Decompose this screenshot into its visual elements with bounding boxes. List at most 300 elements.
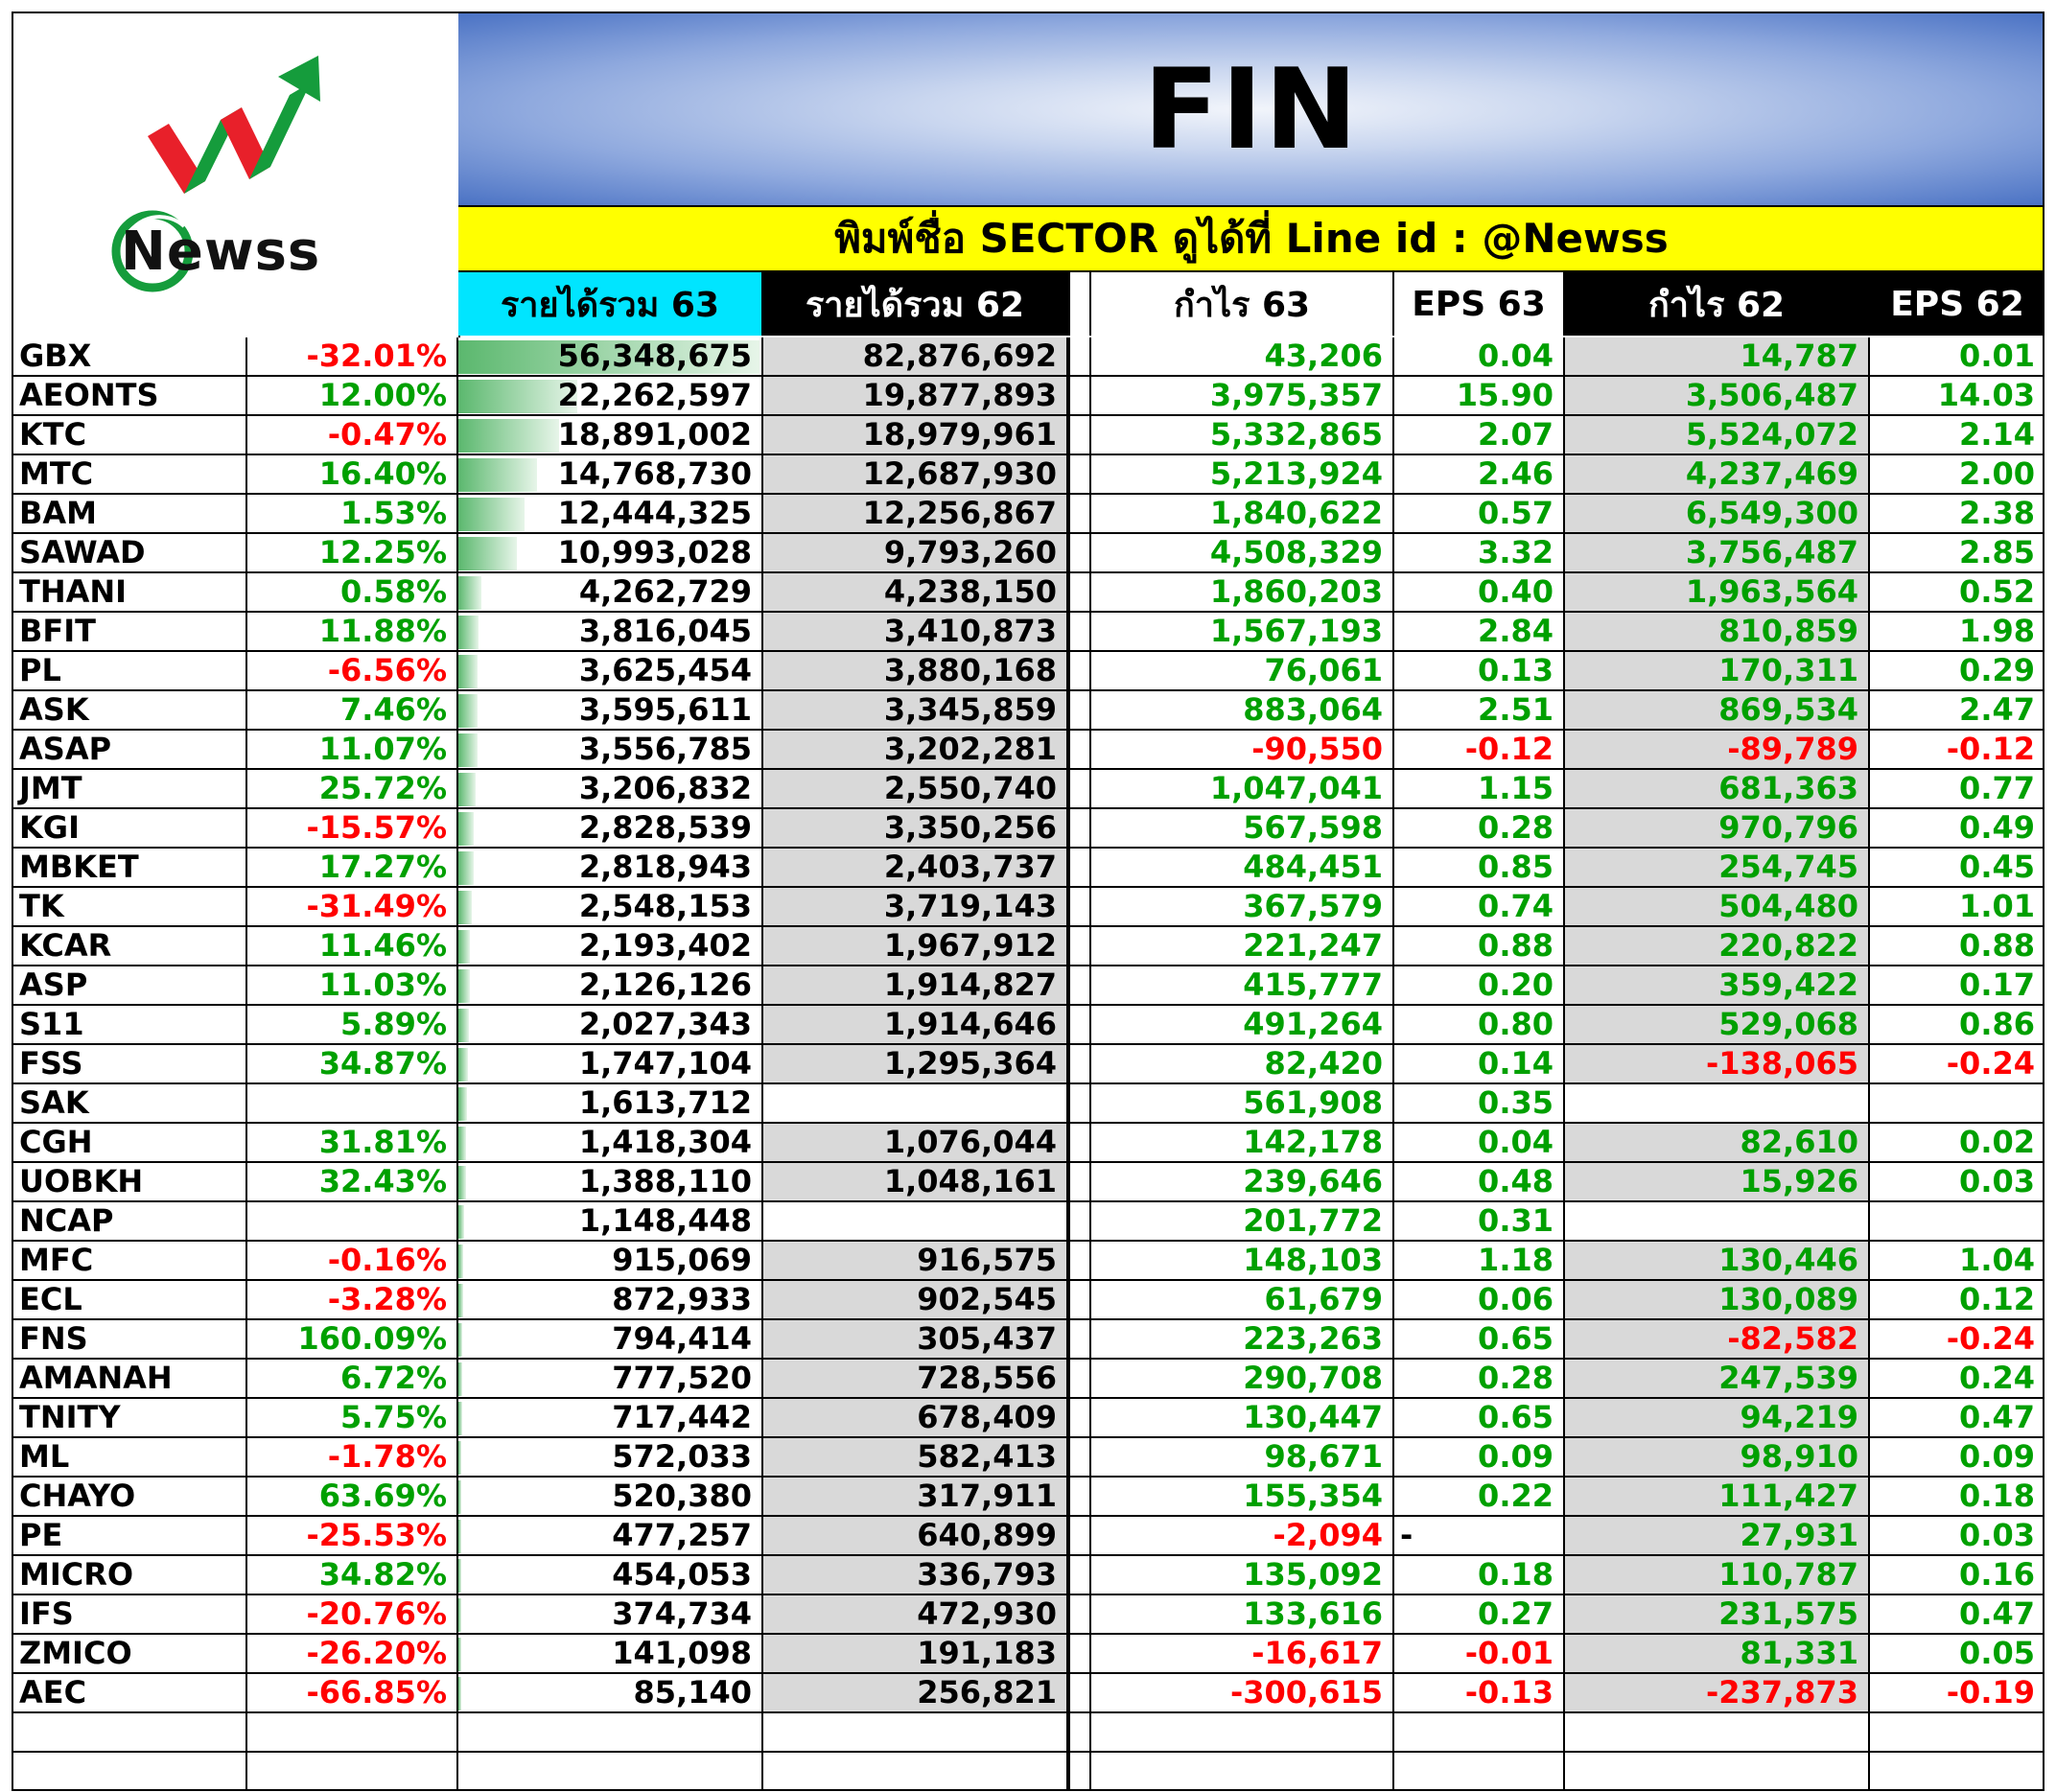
- eps63-cell-value: 0.48: [1478, 1163, 1554, 1199]
- symbol-cell: [13, 927, 247, 966]
- rev63-cell-value: 1,418,304: [578, 1124, 752, 1160]
- profit62-cell-value: 130,446: [1718, 1242, 1858, 1278]
- profit62-cell: [1565, 495, 1870, 534]
- eps63-cell-value: 0.65: [1478, 1320, 1554, 1357]
- revenue-bar: [458, 1284, 463, 1317]
- profit63-cell-value: 491,264: [1243, 1006, 1383, 1042]
- profit62-cell-value: 220,822: [1718, 927, 1858, 964]
- rev62-cell: [763, 1713, 1068, 1753]
- eps63-cell: [1394, 534, 1565, 573]
- profit63-cell-value: 142,178: [1243, 1124, 1383, 1160]
- change-cell-value: 11.88%: [318, 613, 447, 649]
- eps62-cell: [1870, 849, 2044, 888]
- spreadsheet: [12, 12, 2044, 1791]
- profit62-cell: [1565, 1242, 1870, 1281]
- symbol-cell: [13, 1360, 247, 1399]
- spacer-cell: [1068, 1084, 1091, 1124]
- change-cell-value: 31.81%: [318, 1124, 447, 1160]
- profit62-cell-value: 111,427: [1718, 1478, 1858, 1514]
- eps62-cell: [1870, 613, 2044, 652]
- change-cell: [247, 1084, 458, 1124]
- change-cell: [247, 495, 458, 534]
- revenue-bar: [458, 1677, 461, 1711]
- eps62-cell: [1870, 1242, 2044, 1281]
- table-row: [13, 809, 2044, 849]
- symbol-cell-value: JMT: [19, 770, 82, 806]
- symbol-cell: [13, 1556, 247, 1595]
- rev62-cell-value: 728,556: [917, 1360, 1057, 1396]
- change-cell-value: 11.03%: [318, 966, 447, 1003]
- change-cell-value: -25.53%: [306, 1517, 447, 1553]
- eps63-cell-value: 0.14: [1478, 1045, 1554, 1082]
- profit63-cell: [1091, 1753, 1394, 1791]
- sector-title-banner: [458, 13, 2044, 207]
- eps63-cell-value: 0.28: [1478, 1360, 1554, 1396]
- table-row: [13, 1635, 2044, 1674]
- profit62-cell: [1565, 691, 1870, 731]
- table-row: [13, 455, 2044, 495]
- symbol-cell: [13, 573, 247, 613]
- spacer-cell: [1068, 1242, 1091, 1281]
- eps62-cell-value: 0.47: [1959, 1595, 2035, 1632]
- eps63-cell: [1394, 731, 1565, 770]
- symbol-cell-value: KGI: [19, 809, 80, 846]
- symbol-cell-value: ASAP: [19, 731, 112, 767]
- spacer-cell: [1068, 1517, 1091, 1556]
- rev63-cell-value: 3,595,611: [578, 691, 752, 728]
- rev63-cell: [458, 416, 763, 455]
- symbol-cell-value: SAK: [19, 1084, 89, 1121]
- profit62-cell-value: 130,089: [1718, 1281, 1858, 1317]
- rev62-cell: [763, 1595, 1068, 1635]
- symbol-cell-value: PE: [19, 1517, 63, 1553]
- profit63-cell: [1091, 1006, 1394, 1045]
- rev62-cell-value: 3,880,168: [883, 652, 1057, 688]
- change-cell-value: 160.09%: [297, 1320, 447, 1357]
- profit62-cell-value: 5,524,072: [1685, 416, 1858, 453]
- symbol-cell: [13, 337, 247, 377]
- table-row: [13, 1399, 2044, 1438]
- rev62-cell-value: 256,821: [917, 1674, 1057, 1711]
- symbol-cell-value: AMANAH: [19, 1360, 173, 1396]
- revenue-bar: [458, 498, 525, 531]
- profit63-cell-value: 4,508,329: [1209, 534, 1383, 570]
- profit63-cell: [1091, 770, 1394, 809]
- profit63-cell-value: 155,354: [1243, 1478, 1383, 1514]
- rev62-cell: [763, 1281, 1068, 1320]
- rev63-cell: [458, 1753, 763, 1791]
- profit62-cell-value: 681,363: [1718, 770, 1858, 806]
- eps62-cell: [1870, 966, 2044, 1006]
- profit63-cell-value: 1,860,203: [1209, 573, 1383, 610]
- rev63-cell-value: 22,262,597: [557, 377, 752, 413]
- eps62-cell-value: -0.12: [1946, 731, 2035, 767]
- symbol-cell: [13, 416, 247, 455]
- eps62-cell: [1870, 1084, 2044, 1124]
- revenue-bar: [458, 733, 478, 767]
- change-cell: [247, 1163, 458, 1202]
- profit62-cell: [1565, 1517, 1870, 1556]
- profit62-cell-value: 110,787: [1718, 1556, 1858, 1593]
- eps63-cell: [1394, 652, 1565, 691]
- rev63-cell-value: 2,193,402: [578, 927, 752, 964]
- eps63-cell-value: 2.51: [1478, 691, 1554, 728]
- eps62-cell: [1870, 1753, 2044, 1791]
- profit62-cell-value: 1,963,564: [1685, 573, 1858, 610]
- symbol-cell-value: AEONTS: [19, 377, 159, 413]
- table-row: [13, 1713, 2044, 1753]
- rev62-cell: [763, 691, 1068, 731]
- spacer-cell: [1068, 731, 1091, 770]
- symbol-cell-value: ZMICO: [19, 1635, 132, 1671]
- rev62-cell: [763, 573, 1068, 613]
- eps63-cell: [1394, 1006, 1565, 1045]
- symbol-cell: [13, 377, 247, 416]
- profit62-cell-value: 970,796: [1718, 809, 1858, 846]
- change-cell-value: 0.58%: [339, 573, 447, 610]
- profit63-cell: [1091, 888, 1394, 927]
- rev63-cell: [458, 849, 763, 888]
- change-cell-value: -20.76%: [306, 1595, 447, 1632]
- profit63-cell: [1091, 416, 1394, 455]
- table-row: [13, 1595, 2044, 1635]
- eps62-cell-value: 0.03: [1959, 1517, 2035, 1553]
- eps62-cell: [1870, 337, 2044, 377]
- change-cell: [247, 1320, 458, 1360]
- symbol-cell-value: ECL: [19, 1281, 82, 1317]
- rev62-cell-value: 3,410,873: [883, 613, 1057, 649]
- eps63-cell: [1394, 1753, 1565, 1791]
- profit63-cell: [1091, 1320, 1394, 1360]
- spacer-cell: [1068, 495, 1091, 534]
- profit62-cell-value: -138,065: [1705, 1045, 1858, 1082]
- change-cell: [247, 888, 458, 927]
- profit63-cell-value: -16,617: [1251, 1635, 1383, 1671]
- eps62-cell-value: -0.24: [1946, 1045, 2035, 1082]
- eps63-cell: [1394, 1674, 1565, 1713]
- profit62-cell: [1565, 1399, 1870, 1438]
- eps62-cell: [1870, 770, 2044, 809]
- rev63-cell: [458, 731, 763, 770]
- profit62-cell-value: 3,506,487: [1685, 377, 1858, 413]
- eps62-cell-value: 0.16: [1959, 1556, 2035, 1593]
- rev62-cell-value: 12,687,930: [862, 455, 1057, 492]
- profit62-cell: [1565, 1281, 1870, 1320]
- profit63-cell-value: 1,567,193: [1209, 613, 1383, 649]
- table-row: [13, 377, 2044, 416]
- rev62-cell-value: 1,967,912: [883, 927, 1057, 964]
- eps62-cell: [1870, 652, 2044, 691]
- rev62-cell: [763, 1438, 1068, 1478]
- profit62-cell: [1565, 337, 1870, 377]
- eps62-cell-value: 14.03: [1937, 377, 2035, 413]
- profit63-cell: [1091, 455, 1394, 495]
- profit63-cell-value: -90,550: [1251, 731, 1383, 767]
- eps62-cell: [1870, 1478, 2044, 1517]
- eps63-cell: [1394, 966, 1565, 1006]
- rev63-cell: [458, 1124, 763, 1163]
- rev62-cell: [763, 1360, 1068, 1399]
- rev63-cell: [458, 691, 763, 731]
- revenue-bar: [458, 1009, 469, 1042]
- symbol-cell: [13, 770, 247, 809]
- change-cell-value: 12.25%: [318, 534, 447, 570]
- table-row: [13, 1674, 2044, 1713]
- profit62-cell-value: 98,910: [1740, 1438, 1858, 1475]
- symbol-cell-value: S11: [19, 1006, 84, 1042]
- eps63-cell: [1394, 770, 1565, 809]
- spacer-cell: [1068, 1556, 1091, 1595]
- eps63-cell: [1394, 1202, 1565, 1242]
- symbol-cell: [13, 1006, 247, 1045]
- change-cell: [247, 849, 458, 888]
- symbol-cell: [13, 1674, 247, 1713]
- profit63-cell: [1091, 534, 1394, 573]
- symbol-cell-value: CGH: [19, 1124, 93, 1160]
- eps62-cell: [1870, 416, 2044, 455]
- header-eps62: EPS 62: [1870, 272, 2044, 336]
- profit63-cell: [1091, 1084, 1394, 1124]
- rev63-cell-value: 454,053: [612, 1556, 752, 1593]
- change-cell: [247, 1517, 458, 1556]
- eps63-cell-value: 0.27: [1478, 1595, 1554, 1632]
- profit62-cell-value: 231,575: [1718, 1595, 1858, 1632]
- spacer-cell: [1068, 613, 1091, 652]
- rev63-cell: [458, 1595, 763, 1635]
- rev63-cell-value: 1,613,712: [578, 1084, 752, 1121]
- change-cell: [247, 1242, 458, 1281]
- rev63-cell-value: 3,556,785: [578, 731, 752, 767]
- newss-logo: [13, 13, 460, 337]
- rev62-cell-value: 305,437: [917, 1320, 1057, 1357]
- eps62-cell: [1870, 809, 2044, 849]
- profit63-cell-value: 3,975,357: [1209, 377, 1383, 413]
- rev62-cell: [763, 534, 1068, 573]
- rev63-cell-value: 56,348,675: [557, 337, 752, 374]
- profit63-cell-value: 82,420: [1264, 1045, 1383, 1082]
- rev63-cell: [458, 888, 763, 927]
- eps62-cell: [1870, 455, 2044, 495]
- symbol-cell-value: KTC: [19, 416, 87, 453]
- change-cell: [247, 377, 458, 416]
- profit63-cell: [1091, 1556, 1394, 1595]
- profit63-cell: [1091, 927, 1394, 966]
- eps63-cell: [1394, 1399, 1565, 1438]
- profit62-cell: [1565, 1753, 1870, 1791]
- spacer-cell: [1068, 534, 1091, 573]
- eps63-cell: [1394, 849, 1565, 888]
- eps62-cell-value: 0.05: [1959, 1635, 2035, 1671]
- eps63-cell-value: 0.35: [1478, 1084, 1554, 1121]
- eps63-cell-value: 0.57: [1478, 495, 1554, 531]
- rev63-cell: [458, 534, 763, 573]
- eps62-cell-value: 0.09: [1959, 1438, 2035, 1475]
- eps63-cell-value: 0.31: [1478, 1202, 1554, 1239]
- change-cell: [247, 1595, 458, 1635]
- rev63-cell: [458, 455, 763, 495]
- rev62-cell-value: 916,575: [917, 1242, 1057, 1278]
- eps62-cell: [1870, 1635, 2044, 1674]
- eps63-cell: [1394, 1360, 1565, 1399]
- revenue-bar: [458, 1362, 462, 1396]
- table-row: [13, 927, 2044, 966]
- spacer-cell: [1068, 1281, 1091, 1320]
- change-cell-value: 1.53%: [339, 495, 447, 531]
- eps63-cell-value: 15.90: [1456, 377, 1554, 413]
- eps62-cell-value: 2.85: [1959, 534, 2035, 570]
- profit62-cell-value: 15,926: [1740, 1163, 1858, 1199]
- profit63-cell: [1091, 1399, 1394, 1438]
- profit63-cell-value: 567,598: [1243, 809, 1383, 846]
- table-row: [13, 888, 2044, 927]
- rev62-cell-value: 902,545: [917, 1281, 1057, 1317]
- profit62-cell: [1565, 377, 1870, 416]
- symbol-cell: [13, 1713, 247, 1753]
- symbol-cell-value: CHAYO: [19, 1478, 136, 1514]
- rev62-cell-value: 3,350,256: [883, 809, 1057, 846]
- eps63-cell: [1394, 809, 1565, 849]
- rev62-cell: [763, 1124, 1068, 1163]
- profit63-cell: [1091, 1360, 1394, 1399]
- profit63-cell: [1091, 1713, 1394, 1753]
- profit63-cell: [1091, 849, 1394, 888]
- eps63-cell-value: 0.74: [1478, 888, 1554, 924]
- change-cell-value: 11.46%: [318, 927, 447, 964]
- change-cell: [247, 691, 458, 731]
- eps63-cell-value: 0.18: [1478, 1556, 1554, 1593]
- line-id-text: พิมพ์ชื่อ SECTOR ดูได้ที่ Line id : @Newss: [834, 215, 1669, 262]
- eps62-cell: [1870, 534, 2044, 573]
- spacer-cell: [1068, 337, 1091, 377]
- profit62-cell-value: 810,859: [1718, 613, 1858, 649]
- spacer-cell: [1068, 888, 1091, 927]
- spacer-cell: [1068, 691, 1091, 731]
- profit62-cell: [1565, 809, 1870, 849]
- spacer-cell: [1068, 377, 1091, 416]
- spacer-cell: [1068, 1713, 1091, 1753]
- rev62-cell-value: 317,911: [917, 1478, 1057, 1514]
- eps62-cell-value: 0.01: [1959, 337, 2035, 374]
- change-cell-value: -3.28%: [327, 1281, 447, 1317]
- change-cell: [247, 1753, 458, 1791]
- change-cell: [247, 1281, 458, 1320]
- change-cell-value: 34.82%: [318, 1556, 447, 1593]
- profit62-cell-value: -89,789: [1727, 731, 1858, 767]
- change-cell-value: 7.46%: [339, 691, 447, 728]
- rev62-cell-value: 3,345,859: [883, 691, 1057, 728]
- eps62-cell-value: 1.98: [1959, 613, 2035, 649]
- rev63-cell-value: 141,098: [612, 1635, 752, 1671]
- table-row: [13, 337, 2044, 377]
- spacer-cell: [1068, 1478, 1091, 1517]
- revenue-bar: [458, 1638, 461, 1671]
- table-row: [13, 1556, 2044, 1595]
- profit63-cell: [1091, 1635, 1394, 1674]
- revenue-bar: [458, 694, 478, 728]
- sector-title: FIN: [1143, 44, 1360, 175]
- profit63-cell-value: 1,840,622: [1209, 495, 1383, 531]
- symbol-cell-value: GBX: [19, 337, 92, 374]
- spacer-cell: [1068, 1006, 1091, 1045]
- eps62-cell-value: 2.47: [1959, 691, 2035, 728]
- profit63-cell: [1091, 337, 1394, 377]
- change-cell: [247, 731, 458, 770]
- profit62-cell-value: 504,480: [1718, 888, 1858, 924]
- eps62-cell-value: 0.77: [1959, 770, 2035, 806]
- profit62-cell-value: 254,745: [1718, 849, 1858, 885]
- spacer-cell: [1068, 849, 1091, 888]
- rev62-cell-value: 12,256,867: [862, 495, 1057, 531]
- profit63-cell: [1091, 495, 1394, 534]
- profit63-cell-value: -2,094: [1273, 1517, 1383, 1553]
- eps62-cell-value: 0.02: [1959, 1124, 2035, 1160]
- profit63-cell: [1091, 1045, 1394, 1084]
- revenue-bar: [458, 930, 470, 964]
- header-rev62: รายได้รวม 62: [763, 272, 1068, 336]
- spacer-cell: [1068, 1399, 1091, 1438]
- rev63-cell: [458, 1281, 763, 1320]
- change-cell: [247, 1674, 458, 1713]
- eps63-cell: [1394, 888, 1565, 927]
- rev63-cell-value: 1,148,448: [578, 1202, 752, 1239]
- symbol-cell-value: FSS: [19, 1045, 83, 1082]
- revenue-bar: [458, 1480, 461, 1514]
- profit62-cell-value: 6,549,300: [1685, 495, 1858, 531]
- spacer-cell: [1068, 1360, 1091, 1399]
- rev62-cell-value: 1,076,044: [883, 1124, 1057, 1160]
- symbol-cell: [13, 1517, 247, 1556]
- table-row: [13, 652, 2044, 691]
- eps63-cell: [1394, 613, 1565, 652]
- rev62-cell: [763, 377, 1068, 416]
- rev63-cell: [458, 1517, 763, 1556]
- profit63-cell: [1091, 613, 1394, 652]
- header-eps63: EPS 63: [1394, 272, 1565, 336]
- symbol-cell: [13, 1045, 247, 1084]
- symbol-cell-value: KCAR: [19, 927, 112, 964]
- profit63-cell: [1091, 377, 1394, 416]
- rev63-cell-value: 3,206,832: [578, 770, 752, 806]
- eps63-cell: [1394, 1084, 1565, 1124]
- change-cell-value: -0.47%: [327, 416, 447, 453]
- profit63-cell-value: 415,777: [1243, 966, 1383, 1003]
- eps62-cell: [1870, 927, 2044, 966]
- revenue-bar: [458, 1598, 461, 1632]
- change-cell: [247, 455, 458, 495]
- change-cell: [247, 416, 458, 455]
- rev62-cell-value: 2,403,737: [883, 849, 1057, 885]
- rev63-cell-value: 3,625,454: [578, 652, 752, 688]
- eps63-cell-value: 0.22: [1478, 1478, 1554, 1514]
- eps62-cell: [1870, 1360, 2044, 1399]
- rev63-cell-value: 12,444,325: [557, 495, 752, 531]
- eps62-cell-value: 0.88: [1959, 927, 2035, 964]
- eps63-cell: [1394, 1438, 1565, 1478]
- eps62-cell: [1870, 691, 2044, 731]
- profit62-cell-value: -237,873: [1705, 1674, 1858, 1711]
- rev62-cell-value: 640,899: [917, 1517, 1057, 1553]
- eps63-cell-value: 1.15: [1478, 770, 1554, 806]
- change-cell-value: -1.78%: [327, 1438, 447, 1475]
- symbol-cell: [13, 1320, 247, 1360]
- change-cell: [247, 1399, 458, 1438]
- revenue-bar: [458, 1087, 467, 1121]
- rev62-cell: [763, 770, 1068, 809]
- profit62-cell: [1565, 1713, 1870, 1753]
- rev63-cell: [458, 1478, 763, 1517]
- eps63-cell-value: 2.46: [1478, 455, 1554, 492]
- profit62-cell: [1565, 573, 1870, 613]
